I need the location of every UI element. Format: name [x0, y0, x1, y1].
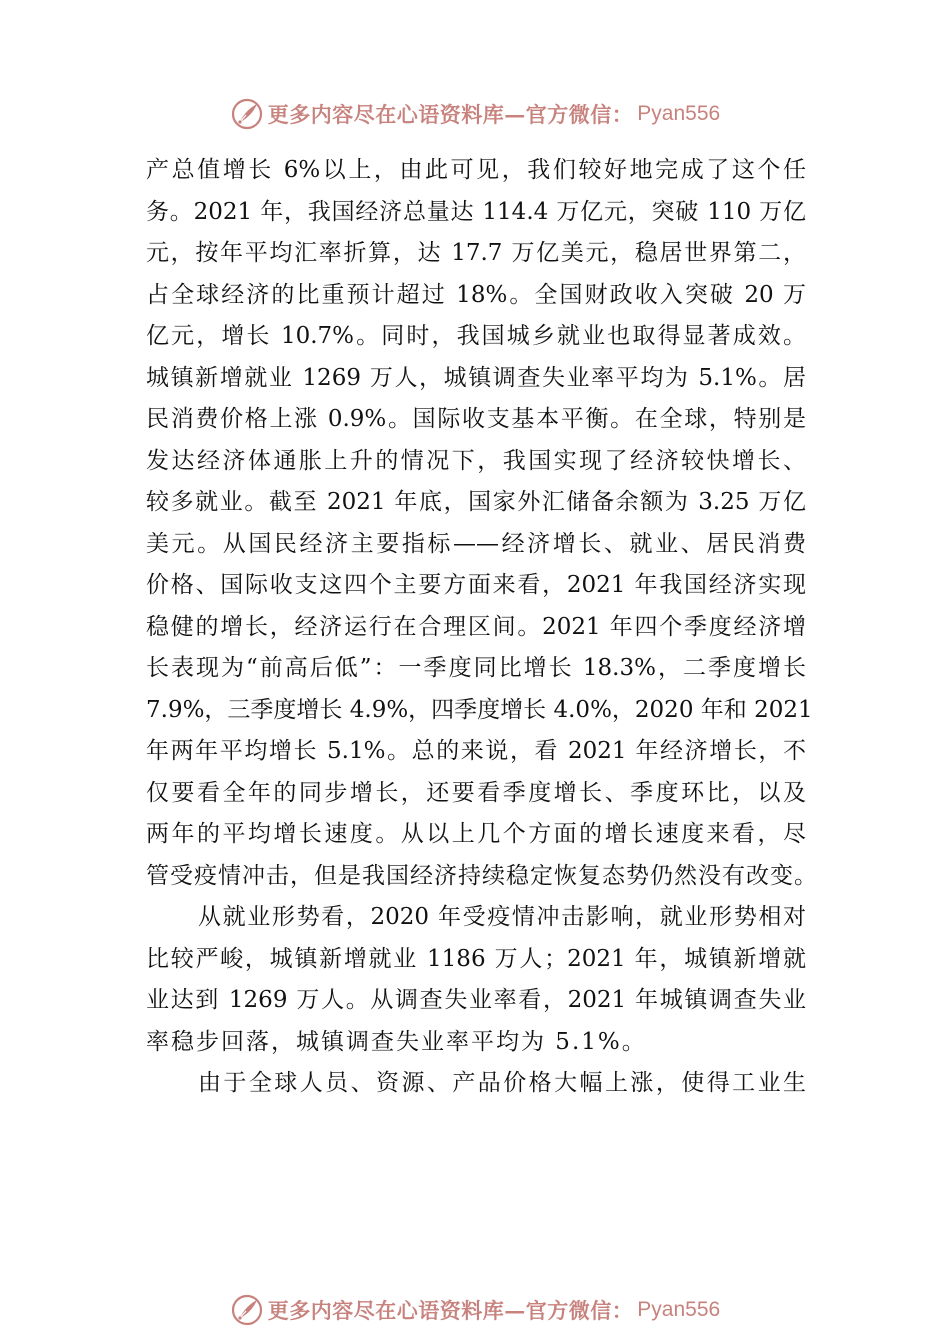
text-line: 元，按年平均汇率折算，达 17.7 万亿美元，稳居世界第二， — [146, 240, 806, 266]
feather-pen-logo-icon — [230, 1293, 264, 1327]
text-line: 长表现为“前高后低”：一季度同比增长 18.3%，二季度增长 — [146, 655, 806, 681]
text-line: 产总值增长 6%以上，由此可见，我们较好地完成了这个任 — [146, 157, 806, 183]
text-line: 较多就业。截至 2021 年底，国家外汇储备余额为 3.25 万亿 — [146, 489, 806, 515]
watermark-wechat-id: Pyan556 — [637, 102, 721, 125]
text-line: 务。2021 年，我国经济总量达 114.4 万亿元，突破 110 万亿 — [146, 198, 806, 225]
text-line: 比较严峻，城镇新增就业 1186 万人；2021 年，城镇新增就 — [146, 945, 806, 972]
text-line: 城镇新增就业 1269 万人，城镇调查失业率平均为 5.1%。居 — [146, 364, 806, 391]
text-line: 两年的平均增长速度。从以上几个方面的增长速度来看，尽 — [146, 821, 806, 847]
text-line: 稳健的增长，经济运行在合理区间。2021 年四个季度经济增 — [146, 613, 806, 640]
text-line: 价格、国际收支这四个主要方面来看，2021 年我国经济实现 — [146, 572, 806, 598]
text-line: 7.9%，三季度增长 4.9%，四季度增长 4.0%，2020 年和 2021 — [146, 696, 813, 723]
header-watermark — [0, 94, 950, 134]
text-line: 民消费价格上涨 0.9%。国际收支基本平衡。在全球，特别是 — [146, 406, 806, 432]
paragraph-first-line: 由于全球人员、资源、产品价格大幅上涨，使得工业生 — [198, 1070, 806, 1096]
paragraph-first-line: 从就业形势看，2020 年受疫情冲击影响，就业形势相对 — [198, 904, 806, 930]
text-line: 仅要看全年的同步增长，还要看季度增长、季度环比，以及 — [146, 779, 806, 806]
text-line: 亿元，增长 10.7%。同时，我国城乡就业也取得显著成效。 — [146, 323, 806, 349]
watermark-text: 更多内容尽在心语资料库—官方微信： — [267, 102, 634, 127]
text-line: 年两年平均增长 5.1%。总的来说，看 2021 年经济增长，不 — [146, 738, 806, 764]
footer-watermark — [0, 1290, 950, 1330]
text-line: 占全球经济的比重预计超过 18%。全国财政收入突破 20 万 — [146, 281, 806, 308]
watermark-text: 更多内容尽在心语资料库—官方微信： — [267, 1298, 634, 1323]
text-line: 业达到 1269 万人。从调查失业率看，2021 年城镇调查失业 — [146, 987, 806, 1013]
feather-pen-logo-icon — [230, 97, 264, 131]
watermark-wechat-id: Pyan556 — [637, 1298, 721, 1321]
text-line: 率稳步回落，城镇调查失业率平均为 5.1%。 — [146, 1028, 647, 1055]
text-line: 发达经济体通胀上升的情况下，我国实现了经济较快增长、 — [146, 447, 806, 474]
document-body — [146, 150, 836, 1105]
text-line: 管受疫情冲击，但是我国经济持续稳定恢复态势仍然没有改变。 — [146, 862, 818, 889]
text-line: 美元。从国民经济主要指标——经济增长、就业、居民消费 — [146, 530, 806, 557]
